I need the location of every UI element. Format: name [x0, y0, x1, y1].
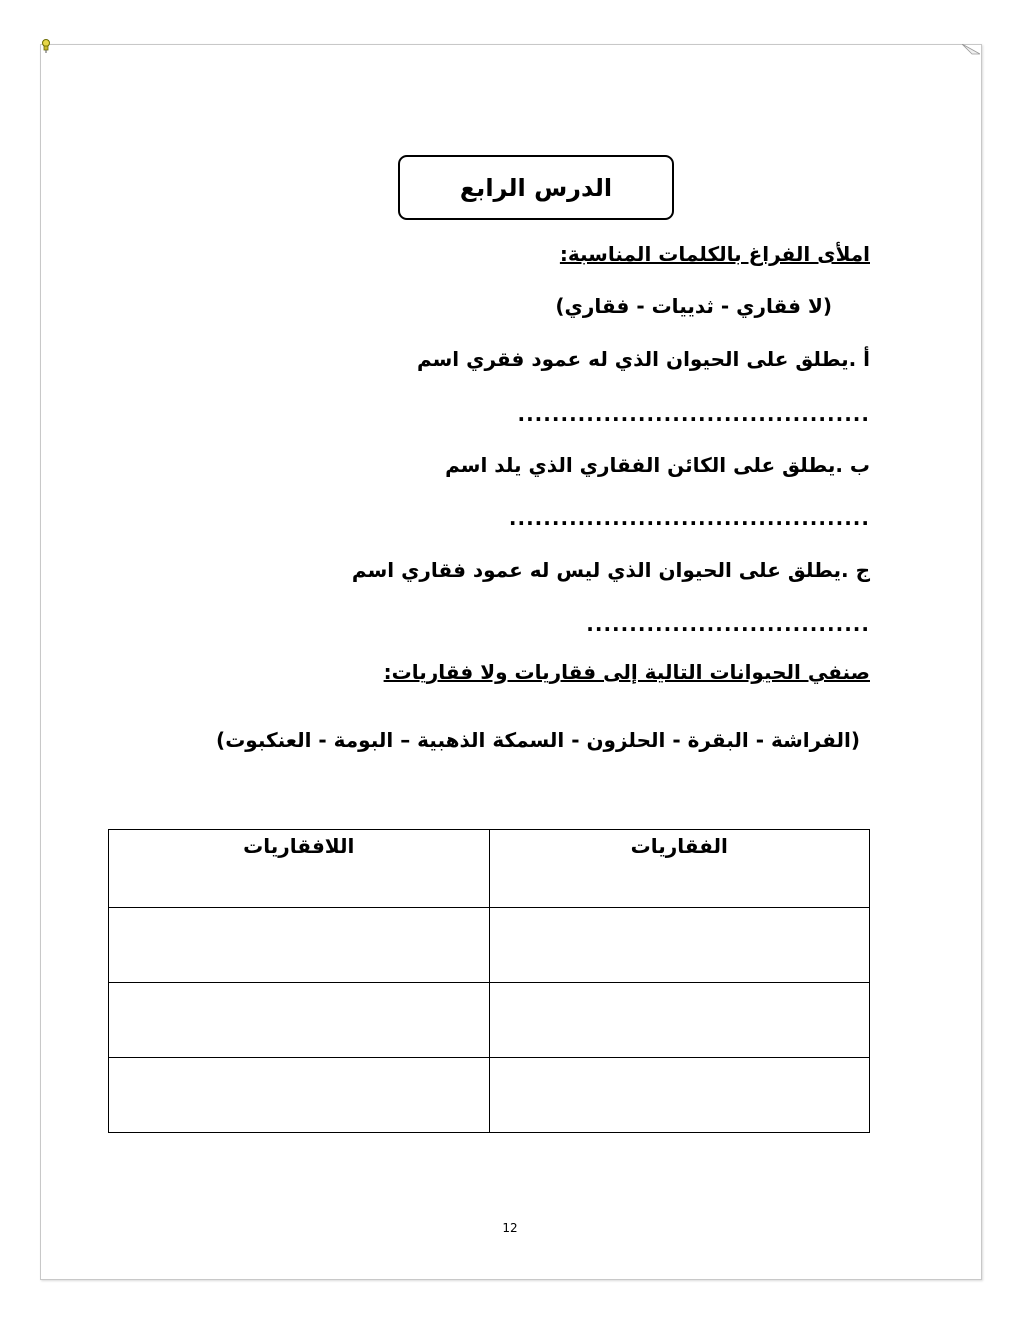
- table-cell[interactable]: [109, 1058, 490, 1133]
- table-cell[interactable]: [489, 908, 870, 983]
- page-number: 12: [502, 1221, 518, 1235]
- section2-word-bank: (الفراشة - البقرة - الحلزون - السمكة الذهبية – البومة - العنكبوت): [216, 728, 860, 752]
- table-cell[interactable]: [109, 983, 490, 1058]
- question-c: ج .يطلق على الحيوان الذي ليس له عمود فقاري اسم: [351, 558, 870, 582]
- classification-table: [108, 829, 870, 1133]
- section2-heading: صنفي الحيوانات التالية إلى فقاريات ولا فقاريات:: [383, 660, 870, 684]
- lesson-title: الدرس الرابع: [459, 173, 613, 202]
- page-fold-icon: [962, 44, 980, 60]
- section1-heading: املأى الفراغ بالكلمات المناسبة:: [559, 242, 870, 266]
- table-row: [109, 908, 870, 983]
- lesson-title-box: [398, 155, 674, 220]
- question-a: أ .يطلق على الحيوان الذي له عمود فقري اسم: [416, 347, 870, 371]
- table-cell[interactable]: [489, 983, 870, 1058]
- table-row: [109, 1058, 870, 1133]
- table-cell[interactable]: [109, 908, 490, 983]
- section1-word-bank: (لا فقاري - ثدييات - فقاري): [555, 294, 832, 318]
- pushpin-icon: [41, 39, 51, 53]
- question-b: ب .يطلق على الكائن الفقاري الذي يلد اسم: [445, 453, 870, 477]
- table-header-row: [109, 830, 870, 908]
- header-invertebrates: اللافقاريات: [109, 830, 490, 908]
- answer-blank-c[interactable]: .................................: [586, 612, 870, 636]
- answer-blank-a[interactable]: .........................................: [517, 402, 870, 426]
- header-vertebrates: الفقاريات: [489, 830, 870, 908]
- table-cell[interactable]: [489, 1058, 870, 1133]
- table-row: [109, 983, 870, 1058]
- answer-blank-b[interactable]: ..........................................: [508, 506, 870, 530]
